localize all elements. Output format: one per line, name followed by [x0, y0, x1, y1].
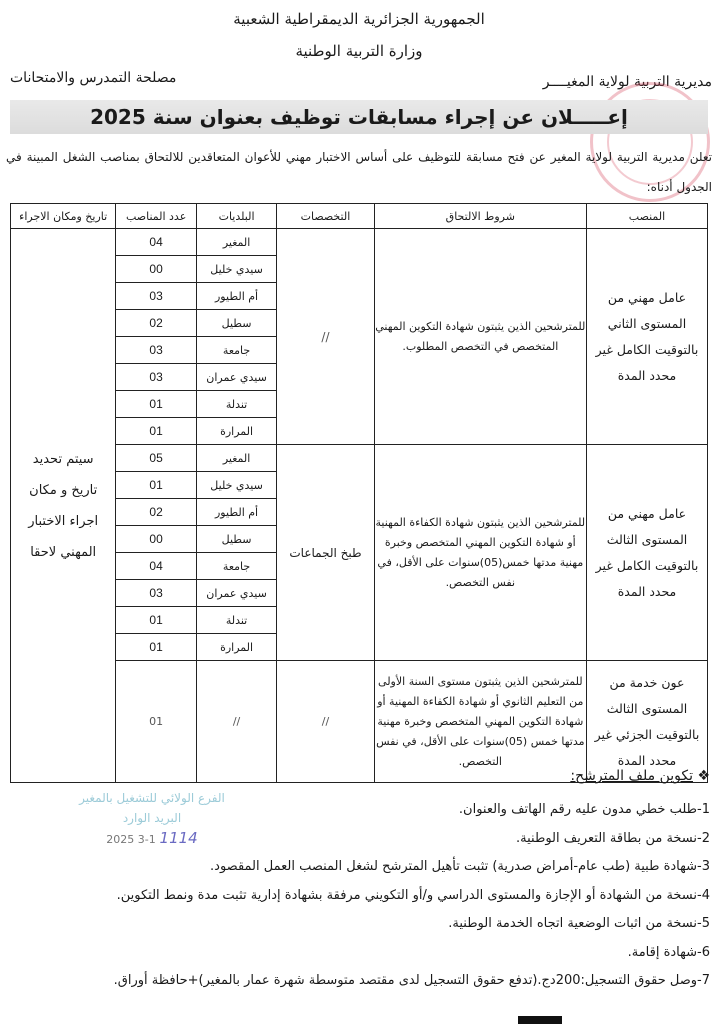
table-row	[11, 445, 708, 472]
document-item: 1-طلب خطي مدون عليه رقم الهاتف والعنوان.	[458, 802, 710, 817]
count-cell: 00	[116, 256, 196, 283]
municipality-cell: المرارة	[196, 634, 276, 661]
count-cell: 02	[116, 499, 196, 526]
municipality-cell: سيدي خليل	[196, 256, 276, 283]
reception-stamp	[62, 788, 242, 850]
stamp-line-1: الفرع الولائي للتشغيل بالمغير	[79, 791, 225, 805]
document-item: 6-شهادة إقامة.	[627, 944, 710, 960]
header-count: عدد المناصب	[116, 204, 196, 229]
service-label: مصلحة التمدرس والامتحانات	[10, 70, 177, 86]
announcement-title: إعـــــلان عن إجراء مسابقات توظيف بعنوان سنة 2025	[10, 100, 708, 134]
municipality-cell: سيدي عمران	[196, 364, 276, 391]
count-cell: 01	[116, 661, 196, 783]
count-cell: 04	[116, 229, 196, 256]
municipality-cell: سيدي عمران	[196, 580, 276, 607]
municipality-cell: أم الطيور	[196, 499, 276, 526]
specialty-cell: //	[277, 661, 374, 783]
black-mark	[518, 1016, 562, 1024]
stamp-number: 1114	[159, 829, 198, 847]
header-date-place: تاريخ ومكان الاجراء	[11, 204, 116, 229]
count-cell: 01	[116, 634, 196, 661]
documents-title	[570, 768, 710, 784]
count-cell: 00	[116, 526, 196, 553]
count-cell: 01	[116, 607, 196, 634]
position-cell: عون خدمة من المستوى الثالث بالتوقيت الجزئي غير محدد المدة	[586, 661, 707, 783]
header-position: المنصب	[586, 204, 707, 229]
count-cell: 03	[116, 337, 196, 364]
position-cell: عامل مهني من المستوى الثاني بالتوقيت الكامل غير محدد المدة	[586, 229, 707, 445]
header-specialties: التخصصات	[277, 204, 374, 229]
ministry-header: وزارة التربية الوطنية	[295, 42, 423, 60]
municipality-cell: المغير	[196, 229, 276, 256]
municipality-cell: سيدي خليل	[196, 472, 276, 499]
header-conditions: شروط الالتحاق	[374, 204, 586, 229]
municipality-cell: المغير	[196, 445, 276, 472]
conditions-cell: للمترشحين الذين يثبتون مستوى السنة الأولى من التعليم الثانوي أو شهادة الكفاءة المهنية أو شهادة التكوين المهني المتخصص وخبرة مهنية مدتها خمس (05)سنوات على الأقل، في نفس التخصص.	[374, 661, 586, 783]
document-item: 3-شهادة طبية (طب عام-أمراض صدرية) تثبت تأهيل المترشح لشغل المنصب العمل المقصود.	[210, 859, 710, 874]
municipality-cell: جامعة	[196, 337, 276, 364]
conditions-cell: للمترشحين الذين يثبتون شهادة التكوين المهني المتخصص في التخصص المطلوب.	[374, 229, 586, 445]
table-row	[11, 229, 708, 256]
republic-header: الجمهورية الجزائرية الديمقراطية الشعبية	[233, 10, 485, 28]
positions-table	[10, 203, 708, 783]
specialty-cell: //	[277, 229, 374, 445]
documents-title-text: تكوين ملف المترشح:	[570, 768, 693, 784]
count-cell: 01	[116, 472, 196, 499]
municipality-cell: أم الطيور	[196, 283, 276, 310]
municipality-cell: سطيل	[196, 310, 276, 337]
position-cell: عامل مهني من المستوى الثالث بالتوقيت الكامل غير محدد المدة	[586, 445, 707, 661]
table-row	[11, 661, 708, 783]
count-cell: 01	[116, 391, 196, 418]
stamp-date: 2025 3-1	[106, 833, 156, 846]
municipality-cell: جامعة	[196, 553, 276, 580]
municipality-cell: المرارة	[196, 418, 276, 445]
count-cell: 03	[116, 283, 196, 310]
count-cell: 05	[116, 445, 196, 472]
count-cell: 03	[116, 580, 196, 607]
conditions-cell: للمترشحين الذين يثبتون شهادة الكفاءة المهنية أو شهادة التكوين المهني المتخصص وخبرة مهنية مدتها خمس(05)سنوات على الأقل، في نفس التخصص.	[374, 445, 586, 661]
count-cell: 04	[116, 553, 196, 580]
municipality-cell: تندلة	[196, 391, 276, 418]
date-place-cell: سيتم تحديد تاريخ و مكان اجراء الاختبار المهني لاحقا	[11, 229, 116, 783]
municipality-cell: تندلة	[196, 607, 276, 634]
municipality-cell: //	[196, 661, 276, 783]
specialty-cell: طبخ الجماعات	[277, 445, 374, 661]
directorate-label: مديرية التربية لولاية المغيــــر	[542, 74, 712, 90]
document-item: 5-نسخة من اثبات الوضعية اتجاه الخدمة الوطنية.	[448, 916, 710, 931]
municipality-cell: سطيل	[196, 526, 276, 553]
document-item: 4-نسخة من الشهادة أو الإجازة والمستوى الدراسي و/أو التكويني مرفقة بشهادة إدارية تثبت مدة ونمط التكوين.	[116, 887, 710, 903]
bullet-icon: ❖	[697, 768, 710, 784]
header-municipalities: البلديات	[196, 204, 276, 229]
stamp-number-line	[62, 828, 242, 850]
count-cell: 01	[116, 418, 196, 445]
stamp-line-2: البريد الوارد	[122, 811, 182, 825]
table-header-row	[11, 204, 708, 229]
document-item: 2-نسخة من بطاقة التعريف الوطنية.	[516, 830, 710, 846]
count-cell: 02	[116, 310, 196, 337]
count-cell: 03	[116, 364, 196, 391]
intro-paragraph: تعلن مديرية التربية لولاية المغير عن فتح مسابقة للتوظيف على أساس الاختبار مهني للأعوان المتعاقدين للالتحاق بمناصب الشغل المبينة في الجدول أدناه:	[6, 150, 712, 194]
document-item: 7-وصل حقوق التسجيل:200دج.(تدفع حقوق التسجيل لدى مقتصد متوسطة شهرة عمار بالمغير)+حافظة أوراق.	[113, 973, 710, 988]
